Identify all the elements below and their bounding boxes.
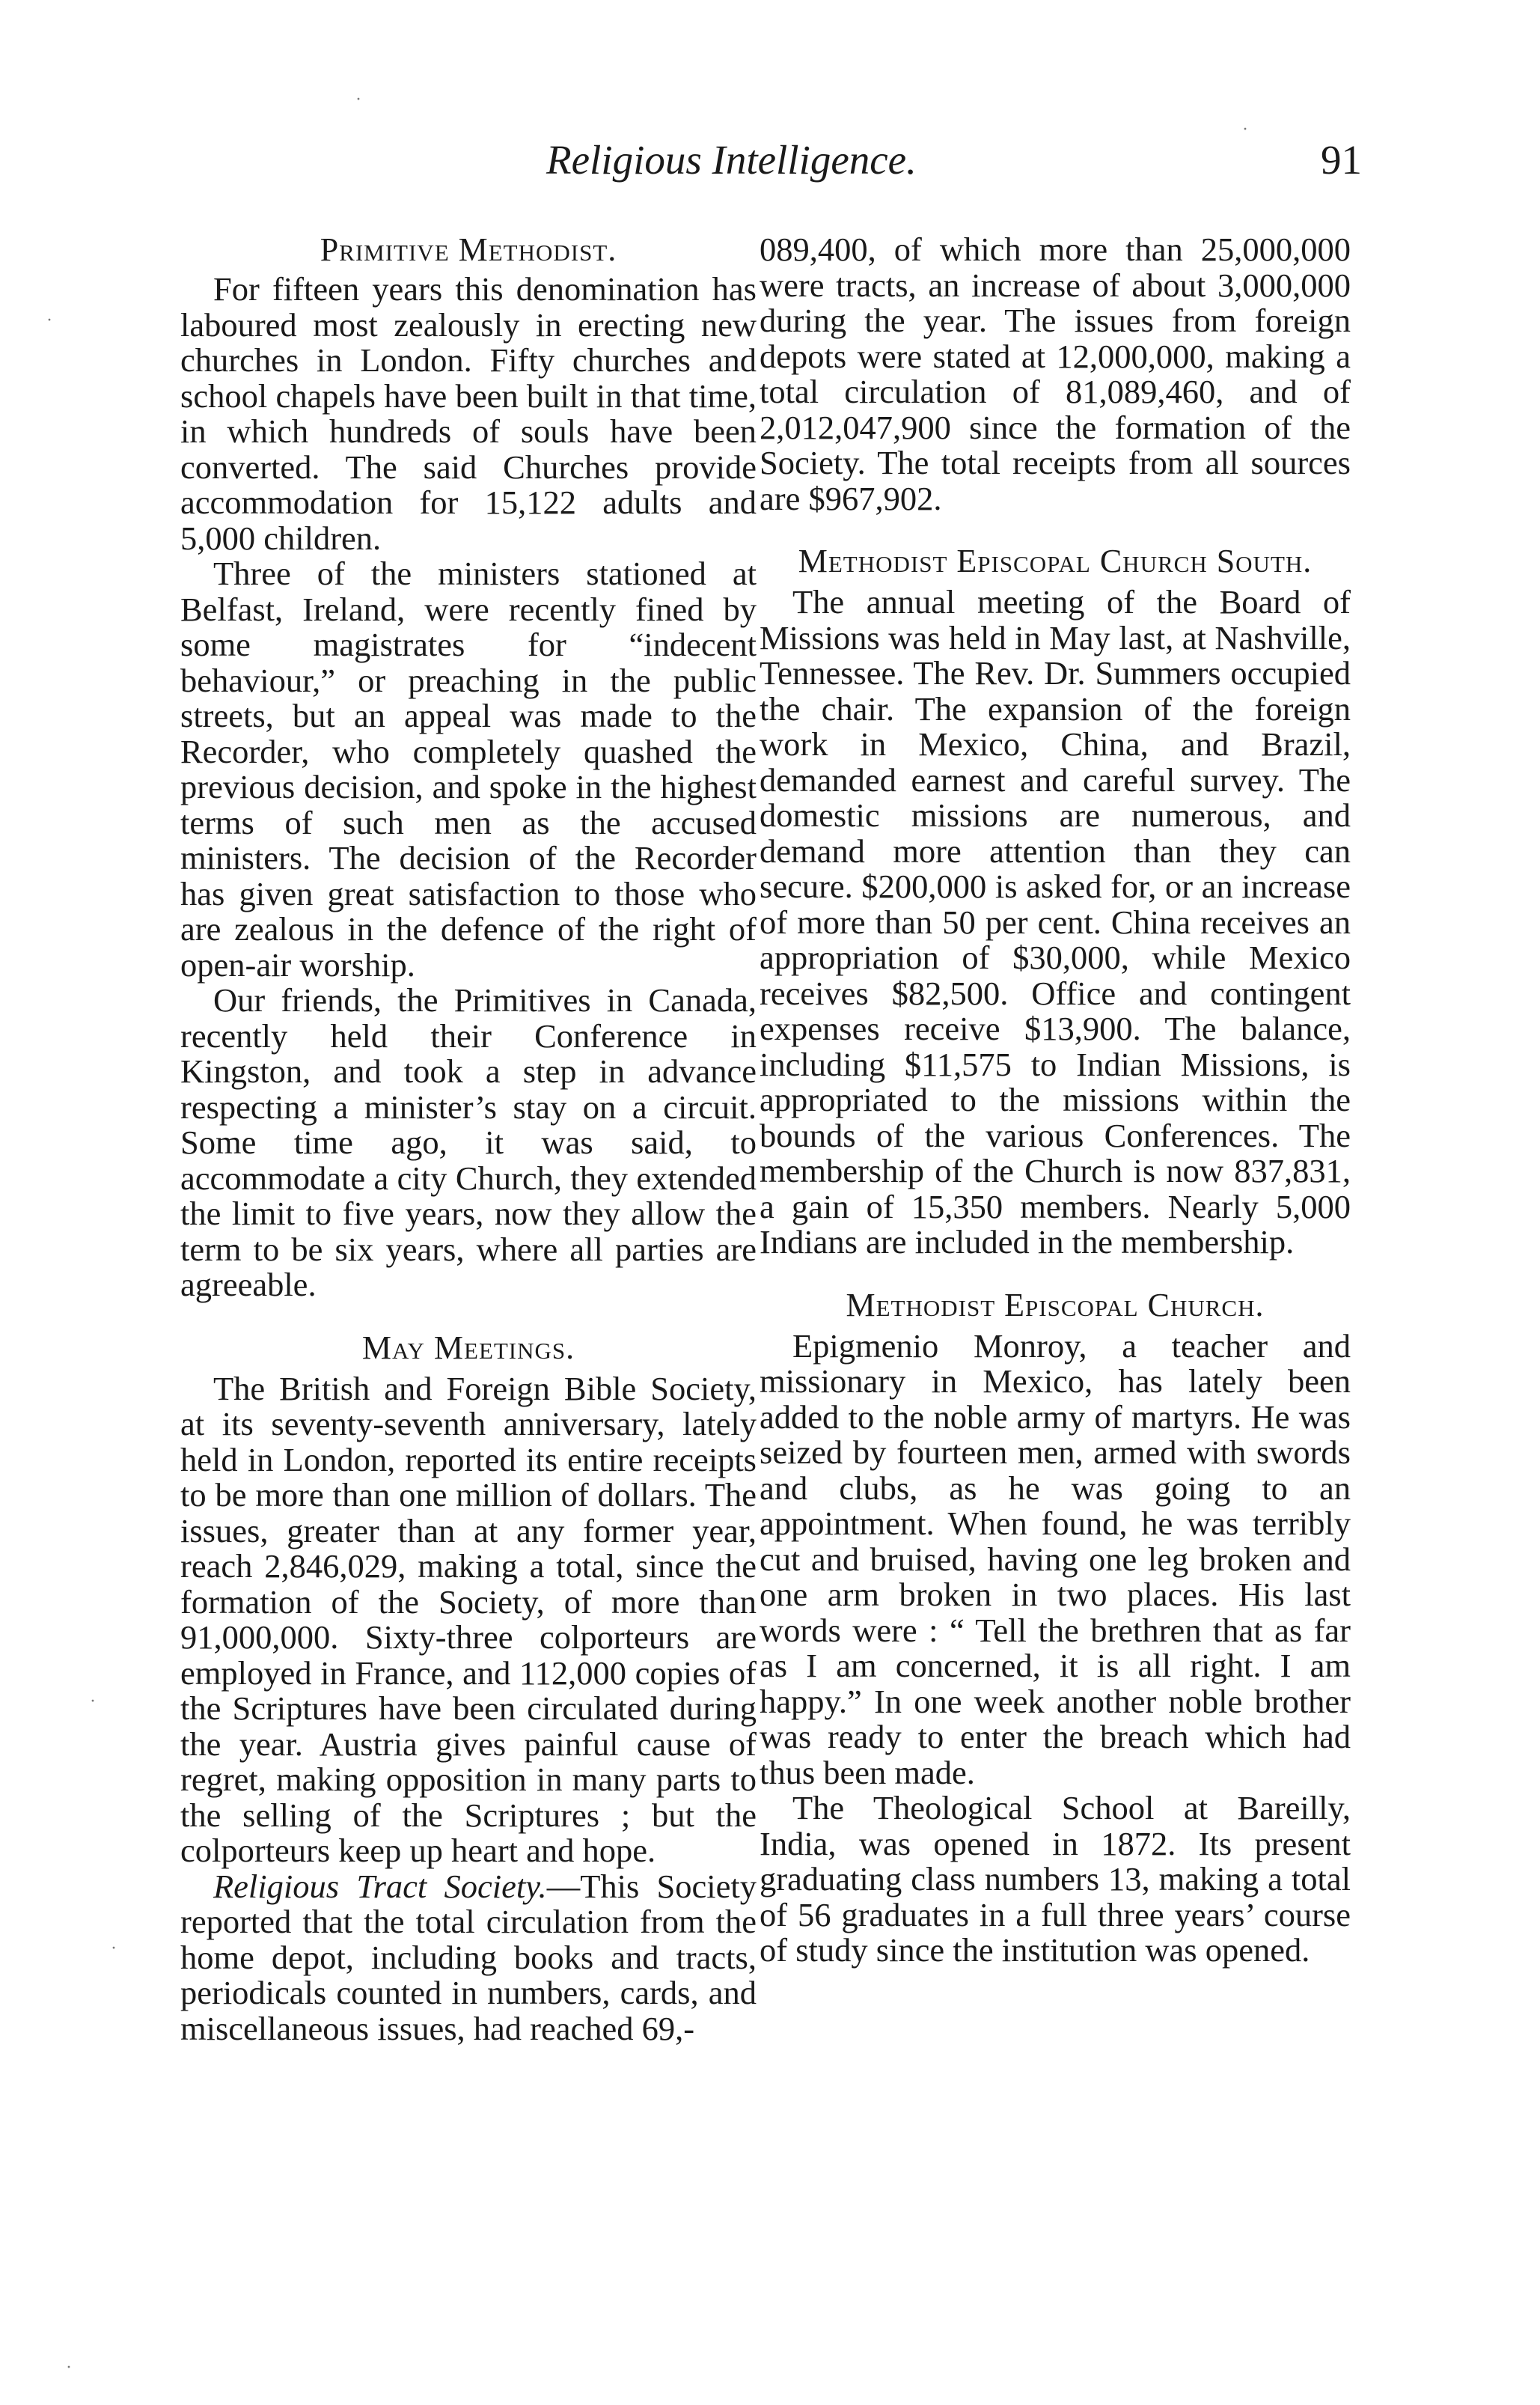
scan-speck: · <box>355 90 361 109</box>
paragraph-tract-society <box>180 1869 757 2047</box>
paragraph-monroy-martyr: Epigmenio Monroy, a teacher and missionary in Mexico, has lately been added to the noble army of martyrs. He was seized by fourteen men, armed with swords and clubs, as he was going to an appointment. When found, he was terribly cut and bruised, having one leg broken and one arm broken in two places. His last words were : “ Tell the brethren that as far as I am concerned, it is all right. I am happy.” In one week another noble brother was ready to enter the breach which had thus been made. <box>760 1326 1351 1791</box>
paragraph-primitive-churches: For fifteen years this denomination has laboured most zealously in erecting new churches in London. Fifty churches and school chapels have been built in that time, in which hundreds of souls have been converted. The said Churches provide accommodation for 15,122 adults and 5,000 children. <box>180 270 757 557</box>
page-header <box>180 136 1362 196</box>
scan-speck: · <box>1242 120 1248 139</box>
section-heading-mec-south: Methodist Episcopal Church South. <box>798 543 1313 579</box>
paragraph-canada-conference: Our friends, the Primitives in Canada, recently held their Conference in Kingston, and took a step in advance respecting a minister’s stay on a circuit. Some time ago, it was said, to accommodate a city Church, they extended the limit to five years, now they allow the term to be six years, where all parties are agreeable. <box>180 981 757 1303</box>
scan-speck: · <box>66 2358 72 2377</box>
scan-speck: · <box>46 311 52 330</box>
running-title: Religious Intelligence. <box>546 137 917 183</box>
paragraph-belfast-ministers: Three of the ministers stationed at Belfast, Ireland, were recently fined by some magistrates for “indecent behaviour,” or preaching in the public streets, but an appeal was made to the Recorder, who completely quashed the previous decision, and spoke in the highest terms of such men as the accused ministers. The decision of the Recorder has given great satisfaction to those who are zealous in the defence of the right of open-air worship. <box>180 555 757 984</box>
left-column <box>180 232 757 2046</box>
section-heading-mec: Methodist Episcopal Church. <box>846 1286 1265 1323</box>
page-number: 91 <box>1321 137 1362 183</box>
scan-speck: · <box>90 1692 96 1711</box>
paragraph-tract-continued: 089,400, of which more than 25,000,000 were tracts, an increase of about 3,000,000 during the year. The issues from foreign depots were stated at 12,000,000, making a total circulation of 81,089,460, and of 2,012,047,900 since the formation of the Society. The total receipts from all sources are $967,902. <box>760 231 1351 517</box>
scan-speck: · <box>111 1939 117 1958</box>
section-heading-may-meetings: May Meetings. <box>361 1329 575 1366</box>
section-heading-primitive-methodist: Primitive Methodist. <box>320 231 617 268</box>
right-column <box>760 232 1351 1969</box>
paragraph-bareilly-school: The Theological School at Bareilly, India, was opened in 1872. Its present graduating class numbers 13, making a total of 56 graduates in a full three years’ course of study since the institution was opened. <box>760 1789 1351 1969</box>
tract-society-text: —This Society reported that the total circulation from the home depot, including books and tracts, periodicals counted in numbers, cards, and miscellaneous issues, had reached 69,- <box>180 1867 757 2047</box>
paragraph-bible-society: The British and Foreign Bible Society, at its seventy-seventh anniversary, lately held in London, reported its entire receipts to be more than one million of dollars. The issues, greater than at any former year, reach 2,846,029, making a total, since the formation of the Society, of more than 91,000,000. Sixty-three colporteurs are employed in France, and 112,000 copies of the Scriptures have been circulated during the year. Austria gives painful cause of regret, making opposition in many parts to the selling of the Scriptures ; but the colporteurs keep up heart and hope. <box>180 1369 757 1869</box>
tract-society-title: Religious Tract Society. <box>213 1867 547 1905</box>
paragraph-board-of-missions: The annual meeting of the Board of Missions was held in May last, at Nashville, Tennessee. The Rev. Dr. Summers occupied the chair. The expansion of the foreign work in Mexico, China, and Brazil, demanded earnest and careful survey. The domestic missions are numerous, and demand more attention than they can secure. $200,000 is asked for, or an increase of more than 50 per cent. China receives an appropriation of $30,000, while Mexico receives $82,500. Office and contingent expenses receive $13,900. The balance, including $11,575 to Indian Missions, is appropriated to the missions within the bounds of the various Conferences. The membership of the Church is now 837,831, a gain of 15,350 members. Nearly 5,000 Indians are included in the membership. <box>760 583 1351 1261</box>
